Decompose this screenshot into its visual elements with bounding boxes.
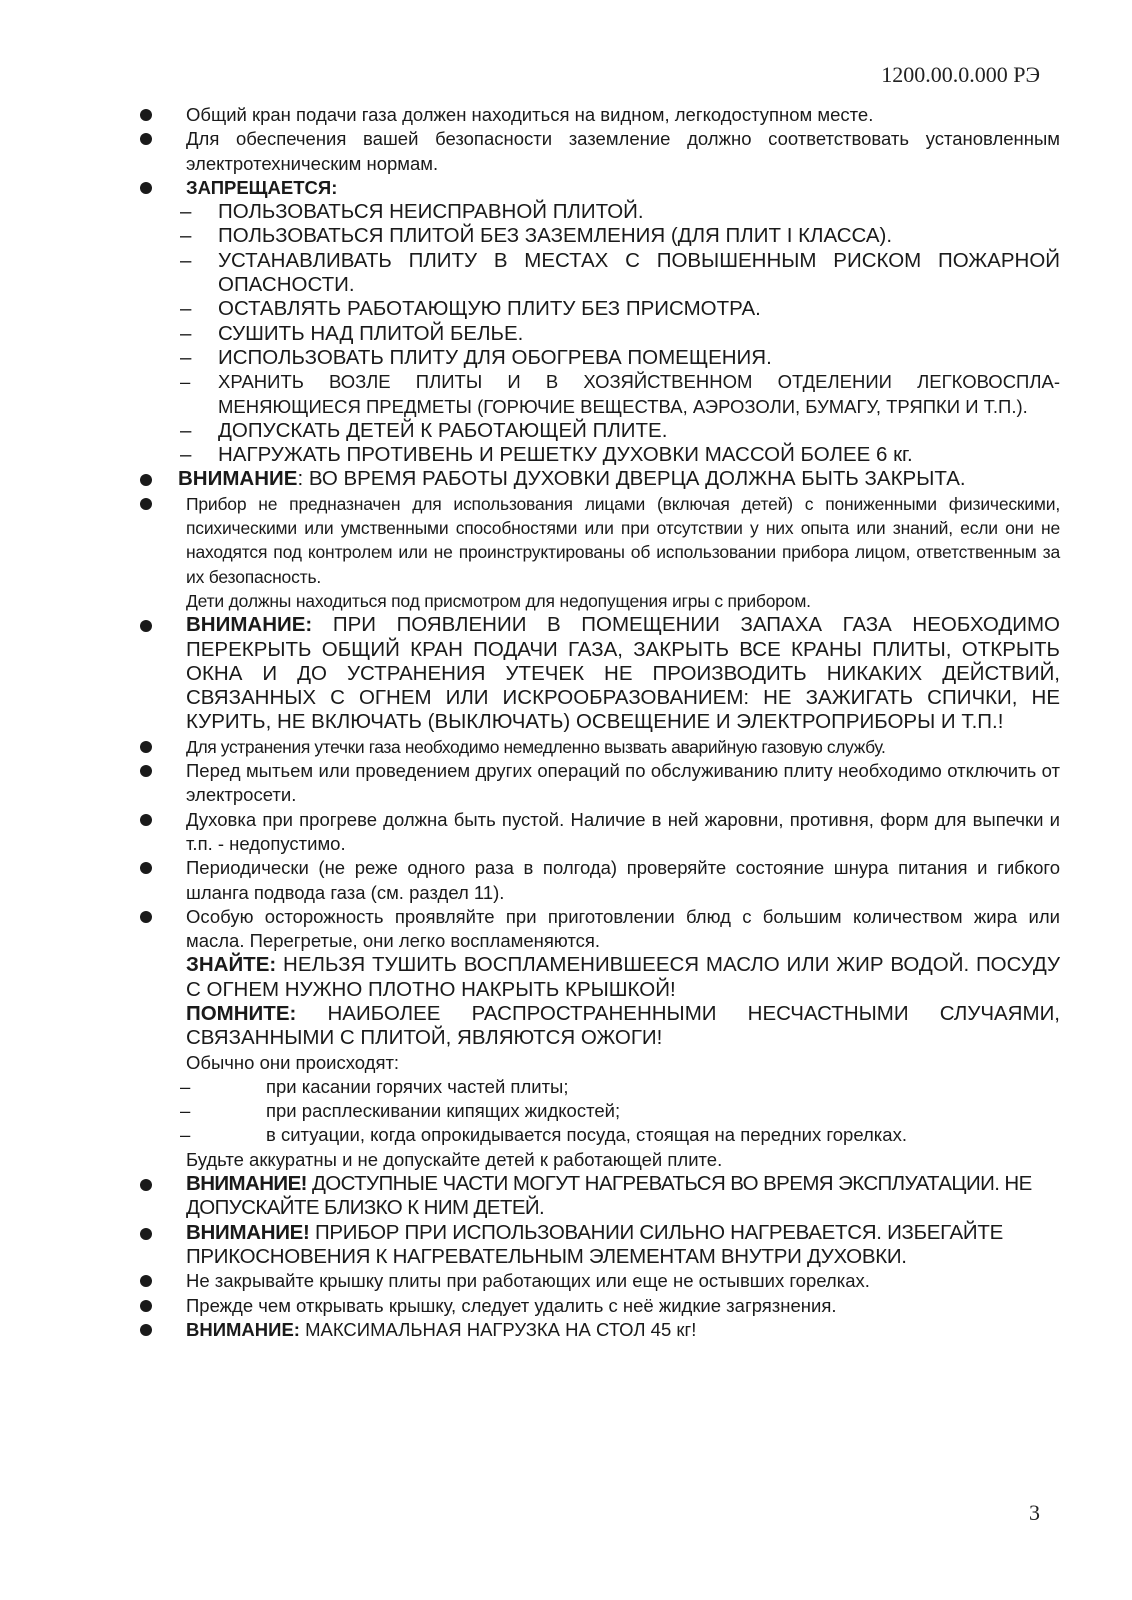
- prohibited-item: – ПОЛЬЗОВАТЬСЯ НЕИСПРАВНОЙ ПЛИТОЙ.: [180, 200, 644, 224]
- bullet-icon: [140, 620, 152, 632]
- dash-icon: –: [180, 443, 192, 467]
- prohibited-item: – ДОПУСКАТЬ ДЕТЕЙ К РАБОТАЮЩЕЙ ПЛИТЕ.: [180, 418, 668, 442]
- page-number: 3: [1029, 1500, 1040, 1525]
- careful-note: Будьте аккуратны и не допускайте детей к работающей плите.: [186, 1148, 723, 1170]
- dash-icon: –: [180, 224, 192, 248]
- list-item-warning: ВНИМАНИЕ! ДОСТУПНЫЕ ЧАСТИ МОГУТ НАГРЕВАТЬСЯ ВО ВРЕМЯ ЭКСПЛУАТАЦИИ. НЕ ДОПУСКАЙТЕ БЛИЗКО К НИМ ДЕТЕЙ.: [140, 1172, 1060, 1221]
- know-label: ЗНАЙТЕ:: [186, 953, 277, 977]
- bullet-icon: [140, 182, 152, 194]
- prohibited-item: – УСТАНАВЛИВАТЬ ПЛИТУ В МЕСТАХ С ПОВЫШЕННЫМ РИСКОМ ПОЖАРНОЙ ОПАСНОСТИ.: [180, 248, 1060, 297]
- dash-icon: –: [180, 200, 192, 224]
- prohibited-item: – ИСПОЛЬЗОВАТЬ ПЛИТУ ДЛЯ ОБОГРЕВА ПОМЕЩЕНИЯ.: [180, 345, 772, 369]
- warning-label: ВНИМАНИЕ!: [186, 1172, 307, 1196]
- list-item-warning: ВНИМАНИЕ! ПРИБОР ПРИ ИСПОЛЬЗОВАНИИ СИЛЬНО НАГРЕВАЕТСЯ. ИЗБЕГАЙТЕ ПРИКОСНОВЕНИЯ К НАГРЕВАТЕЛЬНЫМ ЭЛЕМЕНТАМ ВНУТРИ ДУХОВКИ.: [140, 1221, 1060, 1270]
- list-item: Не закрывайте крышку плиты при работающих или еще не остывших горелках.: [140, 1269, 1060, 1293]
- list-item: Особую осторожность проявляйте при приготовлении блюд с большим количеством жира или масла. Перегретые, они легко воспламеняются. ЗНАЙТЕ: НЕЛЬЗЯ ТУШИТЬ ВОСПЛАМЕНИВШЕЕСЯ МАСЛО ИЛИ ЖИР ВОДОЙ. ПОСУДУ С ОГНЕМ НУЖНО ПЛОТНО НАКРЫТЬ КРЫШКОЙ! ПОМНИТЕ: НАИБОЛЕЕ РАСПРОСТРАНЕННЫМИ НЕСЧАСТНЫМИ СЛУЧАЯМИ, СВЯЗАННЫМИ С ПЛИТОЙ, ЯВЛЯЮТСЯ ОЖОГИ! Обычно они происходят:: [140, 905, 1060, 1075]
- prohibited-item: – ПОЛЬЗОВАТЬСЯ ПЛИТОЙ БЕЗ ЗАЗЕМЛЕНИЯ (ДЛЯ ПЛИТ I КЛАССА).: [180, 224, 893, 248]
- dash-icon: –: [180, 371, 191, 393]
- warning-label: ВНИМАНИЕ: [178, 467, 298, 491]
- bullet-icon: [140, 765, 152, 777]
- prohibited-heading: ЗАПРЕЩАЕТСЯ:: [186, 176, 338, 198]
- list-item-warning: ВНИМАНИЕ: МАКСИМАЛЬНАЯ НАГРУЗКА НА СТОЛ 45 кг!: [140, 1318, 1060, 1342]
- dash-icon: –: [180, 1100, 191, 1122]
- dash-icon: –: [180, 297, 192, 321]
- bullet-icon: [140, 862, 152, 874]
- list-item-prohibited: [140, 176, 1060, 200]
- warning-label: ВНИМАНИЕ:: [186, 1318, 300, 1340]
- list-item: Периодически (не реже одного раза в полгода) проверяйте состояние шнура питания и гибкого шланга подвода газа (см. раздел 11).: [140, 856, 1060, 905]
- prohibited-item: – ХРАНИТЬ ВОЗЛЕ ПЛИТЫ И В ХОЗЯЙСТВЕННОМ ОТДЕЛЕНИИ ЛЕГКОВОСПЛА-МЕНЯЮЩИЕСЯ ПРЕДМЕТЫ (ГОРЮЧИЕ ВЕЩЕСТВА, АЭРОЗОЛИ, БУМАГУ, ТРЯПКИ И Т.П.).: [180, 371, 1060, 417]
- burn-cause-item: – в ситуации, когда опрокидывается посуда, стоящая на передних горелках.: [140, 1123, 1060, 1147]
- bullet-icon: [140, 498, 152, 510]
- list-item-warning: ВНИМАНИЕ: ПРИ ПОЯВЛЕНИИ В ПОМЕЩЕНИИ ЗАПАХА ГАЗА НЕОБХОДИМО ПЕРЕКРЫТЬ ОБЩИЙ КРАН ПОДАЧИ ГАЗА, ЗАКРЫТЬ ВСЕ КРАНЫ ПЛИТЫ, ОТКРЫТЬ ОКНА И ДО УСТРАНЕНИЯ УТЕЧЕК НЕ ПРОИЗВОДИТЬ НИКАКИХ ДЕЙСТВИЙ, СВЯЗАННЫХ С ОГНЕМ ИЛИ ИСКРООБРАЗОВАНИЕМ: НЕ ЗАЖИГАТЬ СПИЧКИ, НЕ КУРИТЬ, НЕ ВКЛЮЧАТЬ (ВЫКЛЮЧАТЬ) ОСВЕЩЕНИЕ И ЭЛЕКТРОПРИБОРЫ И Т.П.!: [140, 613, 1060, 734]
- bullet-icon: [140, 741, 152, 753]
- dash-icon: –: [180, 1075, 191, 1097]
- bullet-icon: [140, 814, 152, 826]
- bullet-icon: [140, 1275, 152, 1287]
- list-item: Перед мытьем или проведением других операций по обслуживанию плиту необходимо отключить от электросети.: [140, 759, 1060, 808]
- warning-label: ВНИМАНИЕ!: [186, 1220, 310, 1244]
- bullet-icon: [140, 474, 152, 486]
- bullet-icon: [140, 911, 152, 923]
- dash-icon: –: [180, 418, 192, 442]
- list-item: Прежде чем открывать крышку, следует удалить с неё жидкие загрязнения.: [140, 1294, 1060, 1318]
- document-code: 1200.00.0.000 РЭ: [881, 62, 1040, 87]
- list-item: Для обеспечения вашей безопасности заземление должно соответствовать установленным электротехническим нормам.: [140, 127, 1060, 176]
- dash-icon: –: [180, 248, 192, 272]
- dash-icon: –: [180, 1124, 191, 1146]
- list-item: Общий кран подачи газа должен находиться на видном, легкодоступном месте.: [140, 103, 1060, 127]
- bullet-icon: [140, 1324, 152, 1336]
- list-item-warning: ВНИМАНИЕ: ВО ВРЕМЯ РАБОТЫ ДУХОВКИ ДВЕРЦА ДОЛЖНА БЫТЬ ЗАКРЫТА.: [140, 467, 1060, 491]
- burn-cause-item: – при касании горячих частей плиты;: [140, 1075, 1060, 1099]
- dash-icon: –: [180, 321, 192, 345]
- burn-cause-item: – при расплескивании кипящих жидкостей;: [140, 1099, 1060, 1123]
- remember-label: ПОМНИТЕ:: [186, 1001, 297, 1025]
- prohibited-item: – СУШИТЬ НАД ПЛИТОЙ БЕЛЬЕ.: [180, 321, 524, 345]
- bullet-icon: [140, 109, 152, 121]
- bullet-icon: [140, 133, 152, 145]
- dash-icon: –: [180, 345, 192, 369]
- prohibited-item: – НАГРУЖАТЬ ПРОТИВЕНЬ И РЕШЕТКУ ДУХОВКИ МАССОЙ БОЛЕЕ 6 кг.: [180, 443, 913, 467]
- bullet-icon: [140, 1300, 152, 1312]
- bullet-icon: [140, 1179, 152, 1191]
- safety-instructions: [140, 103, 1060, 1342]
- prohibited-item: – ОСТАВЛЯТЬ РАБОТАЮЩУЮ ПЛИТУ БЕЗ ПРИСМОТРА.: [180, 297, 761, 321]
- warning-label: ВНИМАНИЕ:: [186, 613, 313, 637]
- bullet-icon: [140, 1228, 152, 1240]
- list-item: Для устранения утечки газа необходимо немедленно вызвать аварийную газовую службу.: [140, 735, 1060, 759]
- list-item: Прибор не предназначен для использования лицами (включая детей) с пониженными физическими, психическими или умственными способностями или при отсутствии у них опыта или знаний, если они не находятся под контролем или не проинструктированы об использовании прибора лицом, ответственным за их безопасность. Дети должны находиться под присмотром для недопущения игры с прибором.: [140, 492, 1060, 613]
- list-item: Духовка при прогреве должна быть пустой. Наличие в ней жаровни, противня, форм для выпечки и т.п. - недопустимо.: [140, 808, 1060, 857]
